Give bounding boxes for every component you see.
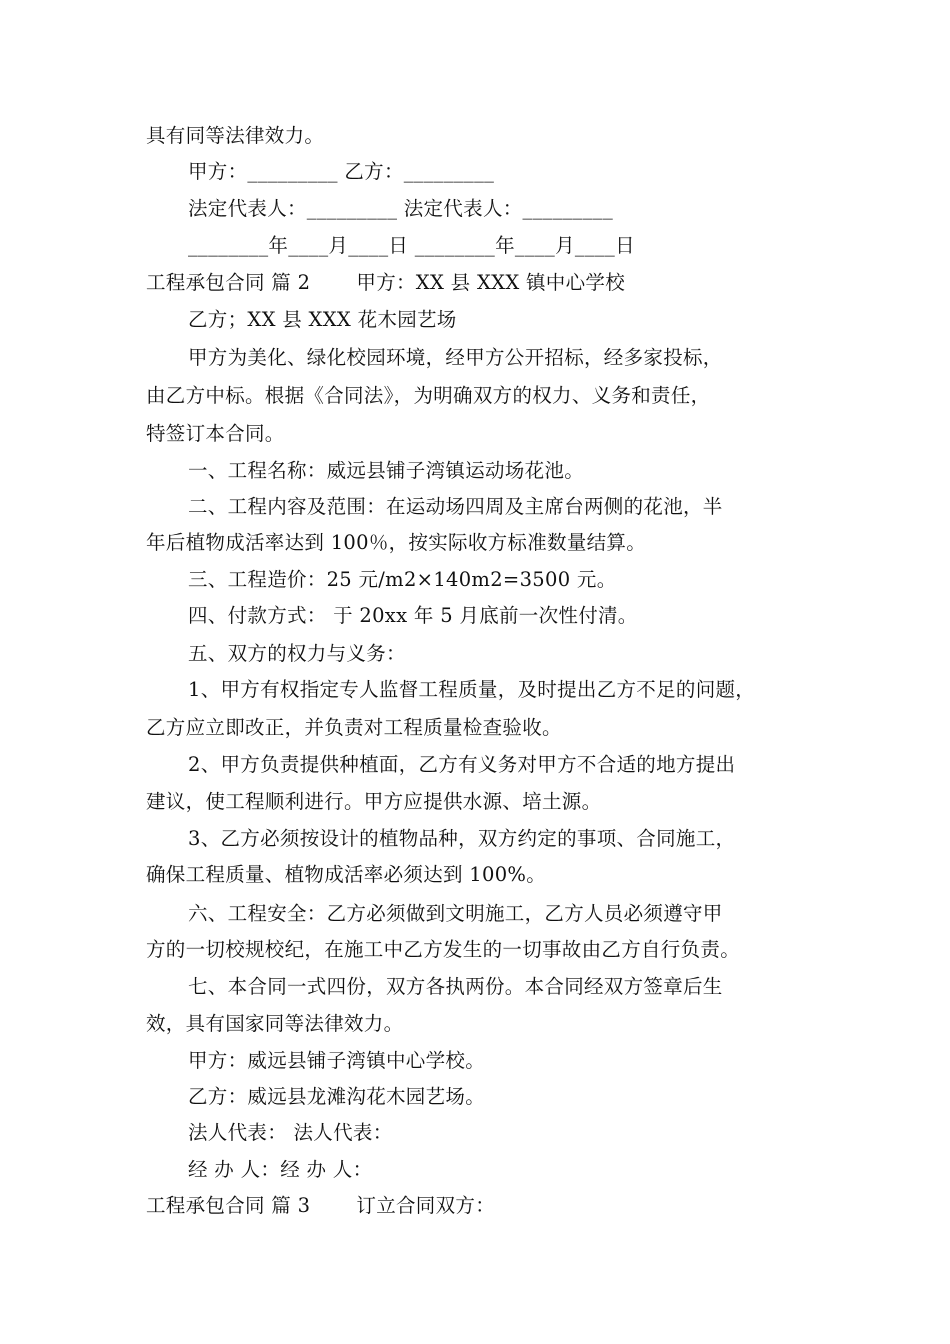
- text-line: 年后植物成活率达到 100％，按实际收方标准数量结算。: [146, 531, 647, 554]
- text-line: 乙方应立即改正，并负责对工程质量检查验收。: [146, 716, 562, 739]
- date-line: ________年____月____日 ________年____月____日: [188, 234, 635, 257]
- text-line: 一、工程名称：威远县铺子湾镇运动场花池。: [188, 459, 585, 482]
- text-line: 特签订本合同。: [146, 422, 285, 445]
- text-line: 方的一切校规校纪，在施工中乙方发生的一切事故由乙方自行负责。: [146, 938, 741, 961]
- text-line: 效，具有国家同等法律效力。: [146, 1012, 404, 1035]
- text-line: 二、工程内容及范围：在运动场四周及主席台两侧的花池，半: [188, 495, 723, 518]
- text-line: 七、本合同一式四份，双方各执两份。本合同经双方签章后生: [188, 975, 723, 998]
- text-line: 六、工程安全：乙方必须做到文明施工，乙方人员必须遵守甲: [188, 902, 723, 925]
- text-line: 甲方为美化、绿化校园环境，经甲方公开招标，经多家投标，: [188, 346, 723, 369]
- text-line: 具有同等法律效力。: [146, 124, 325, 147]
- text-line: 乙方；XX 县 XXX 花木园艺场: [188, 308, 457, 331]
- text-line: 三、工程造价：25 元/m2×140m2=3500 元。: [188, 568, 617, 591]
- text-line: 2、甲方负责提供种植面，乙方有义务对甲方不合适的地方提出: [188, 753, 736, 776]
- signature-line: 甲方：_________ 乙方：_________: [188, 160, 495, 183]
- text-line: 1、甲方有权指定专人监督工程质量，及时提出乙方不足的问题，: [188, 678, 756, 701]
- signature-line: 法人代表： 法人代表：: [188, 1121, 393, 1144]
- text-line: 由乙方中标。根据《合同法》，为明确双方的权力、义务和责任，: [146, 384, 711, 407]
- signature-line: 乙方：威远县龙滩沟花木园艺场。: [188, 1085, 486, 1108]
- text-line: 确保工程质量、植物成活率必须达到 100%。: [146, 863, 547, 886]
- text-line: 五、双方的权力与义务：: [188, 642, 406, 665]
- text-line: 3、乙方必须按设计的植物品种，双方约定的事项、合同施工，: [188, 827, 736, 850]
- section-heading: 工程承包合同 篇 3 订立合同双方：: [146, 1194, 496, 1217]
- text-line: 建议，使工程顺利进行。甲方应提供水源、培土源。: [146, 790, 602, 813]
- signature-line: 甲方：威远县铺子湾镇中心学校。: [188, 1049, 486, 1072]
- section-heading: 工程承包合同 篇 2 甲方：XX 县 XXX 镇中心学校: [146, 271, 626, 294]
- signature-line: 法定代表人：_________ 法定代表人：_________: [188, 197, 613, 220]
- signature-line: 经 办 人：经 办 人：: [188, 1158, 373, 1181]
- text-line: 四、付款方式： 于 20xx 年 5 月底前一次性付清。: [188, 604, 638, 627]
